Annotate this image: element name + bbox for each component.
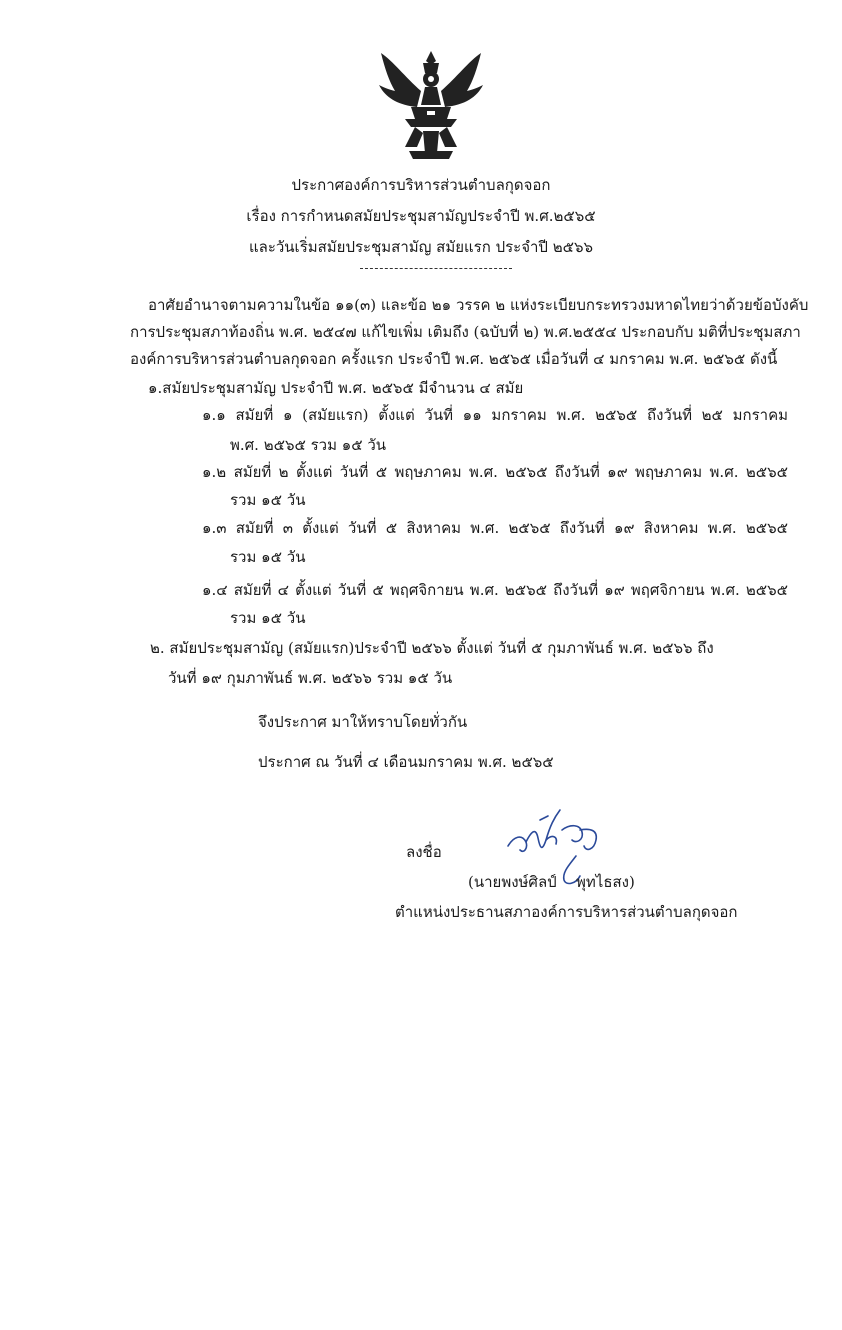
session-2-line-2: รวม ๑๕ วัน bbox=[230, 491, 306, 509]
item-2-line-2: วันที่ ๑๙ กุมภาพันธ์ พ.ศ. ๒๕๖๖ รวม ๑๕ วัน bbox=[168, 669, 453, 687]
session-4-line-1: ๑.๔ สมัยที่ ๔ ตั้งแต่ วันที่ ๕ พฤศจิกายน พ.ศ. ๒๕๖๕ ถึงวันที่ ๑๙ พฤศจิกายน พ.ศ. ๒๕๖๕ bbox=[202, 581, 788, 599]
intro-line-3: องค์การบริหารส่วนตำบลกุดจอก ครั้งแรก ประจำปี พ.ศ. ๒๕๖๕ เมื่อวันที่ ๔ มกราคม พ.ศ. ๒๕๖๕ ดังนี้ bbox=[130, 350, 778, 368]
intro-line-2: การประชุมสภาท้องถิ่น พ.ศ. ๒๕๔๗ แก้ไขเพิ่ม เติมถึง (ฉบับที่ ๒) พ.ศ.๒๕๕๔ ประกอบกับ มติที่ประชุมสภา bbox=[130, 323, 801, 341]
subject-line: เรื่อง การกำหนดสมัยประชุมสามัญประจำปี พ.ศ.๒๕๖๕ bbox=[246, 207, 596, 225]
item-1-heading: ๑.สมัยประชุมสามัญ ประจำปี พ.ศ. ๒๕๖๕ มีจำนวน ๔ สมัย bbox=[148, 379, 524, 397]
sign-label: ลงชื่อ bbox=[406, 843, 442, 861]
title-divider bbox=[360, 268, 512, 269]
session-4-line-2: รวม ๑๕ วัน bbox=[230, 609, 306, 627]
session-1-line-1: ๑.๑ สมัยที่ ๑ (สมัยแรก) ตั้งแต่ วันที่ ๑๑ มกราคม พ.ศ. ๒๕๖๕ ถึงวันที่ ๒๕ มกราคม bbox=[202, 406, 788, 424]
session-3-line-2: รวม ๑๕ วัน bbox=[230, 548, 306, 566]
announce-line: จึงประกาศ มาให้ทราบโดยทั่วกัน bbox=[258, 713, 468, 731]
signer-name-first: (นายพงษ์ศิลป์ bbox=[468, 873, 557, 891]
garuda-emblem-icon bbox=[375, 47, 487, 165]
intro-line-1: อาศัยอำนาจตามความในข้อ ๑๑(๓) และข้อ ๒๑ วรรค ๒ แห่งระเบียบกระทรวงมหาดไทยว่าด้วยข้อบังคับ bbox=[148, 296, 809, 314]
announcement-title: ประกาศองค์การบริหารส่วนตำบลกุดจอก bbox=[291, 176, 551, 194]
item-2-line-1: ๒. สมัยประชุมสามัญ (สมัยแรก)ประจำปี ๒๕๖๖ ตั้งแต่ วันที่ ๕ กุมภาพันธ์ พ.ศ. ๒๕๖๖ ถึง bbox=[150, 639, 714, 657]
session-2-line-1: ๑.๒ สมัยที่ ๒ ตั้งแต่ วันที่ ๕ พฤษภาคม พ.ศ. ๒๕๖๕ ถึงวันที่ ๑๙ พฤษภาคม พ.ศ. ๒๕๖๕ bbox=[202, 463, 788, 481]
session-3-line-1: ๑.๓ สมัยที่ ๓ ตั้งแต่ วันที่ ๕ สิงหาคม พ.ศ. ๒๕๖๕ ถึงวันที่ ๑๙ สิงหาคม พ.ศ. ๒๕๖๕ bbox=[202, 519, 788, 537]
announcement-date: ประกาศ ณ วันที่ ๔ เดือนมกราคม พ.ศ. ๒๕๖๕ bbox=[258, 753, 554, 771]
signer-name-last: พุทไธสง) bbox=[576, 873, 635, 891]
subject-line-2: และวันเริ่มสมัยประชุมสามัญ สมัยแรก ประจำปี ๒๕๖๖ bbox=[248, 238, 594, 256]
signer-position: ตำแหน่งประธานสภาองค์การบริหารส่วนตำบลกุดจอก bbox=[395, 903, 738, 921]
session-1-line-2: พ.ศ. ๒๕๖๕ รวม ๑๕ วัน bbox=[230, 436, 387, 454]
